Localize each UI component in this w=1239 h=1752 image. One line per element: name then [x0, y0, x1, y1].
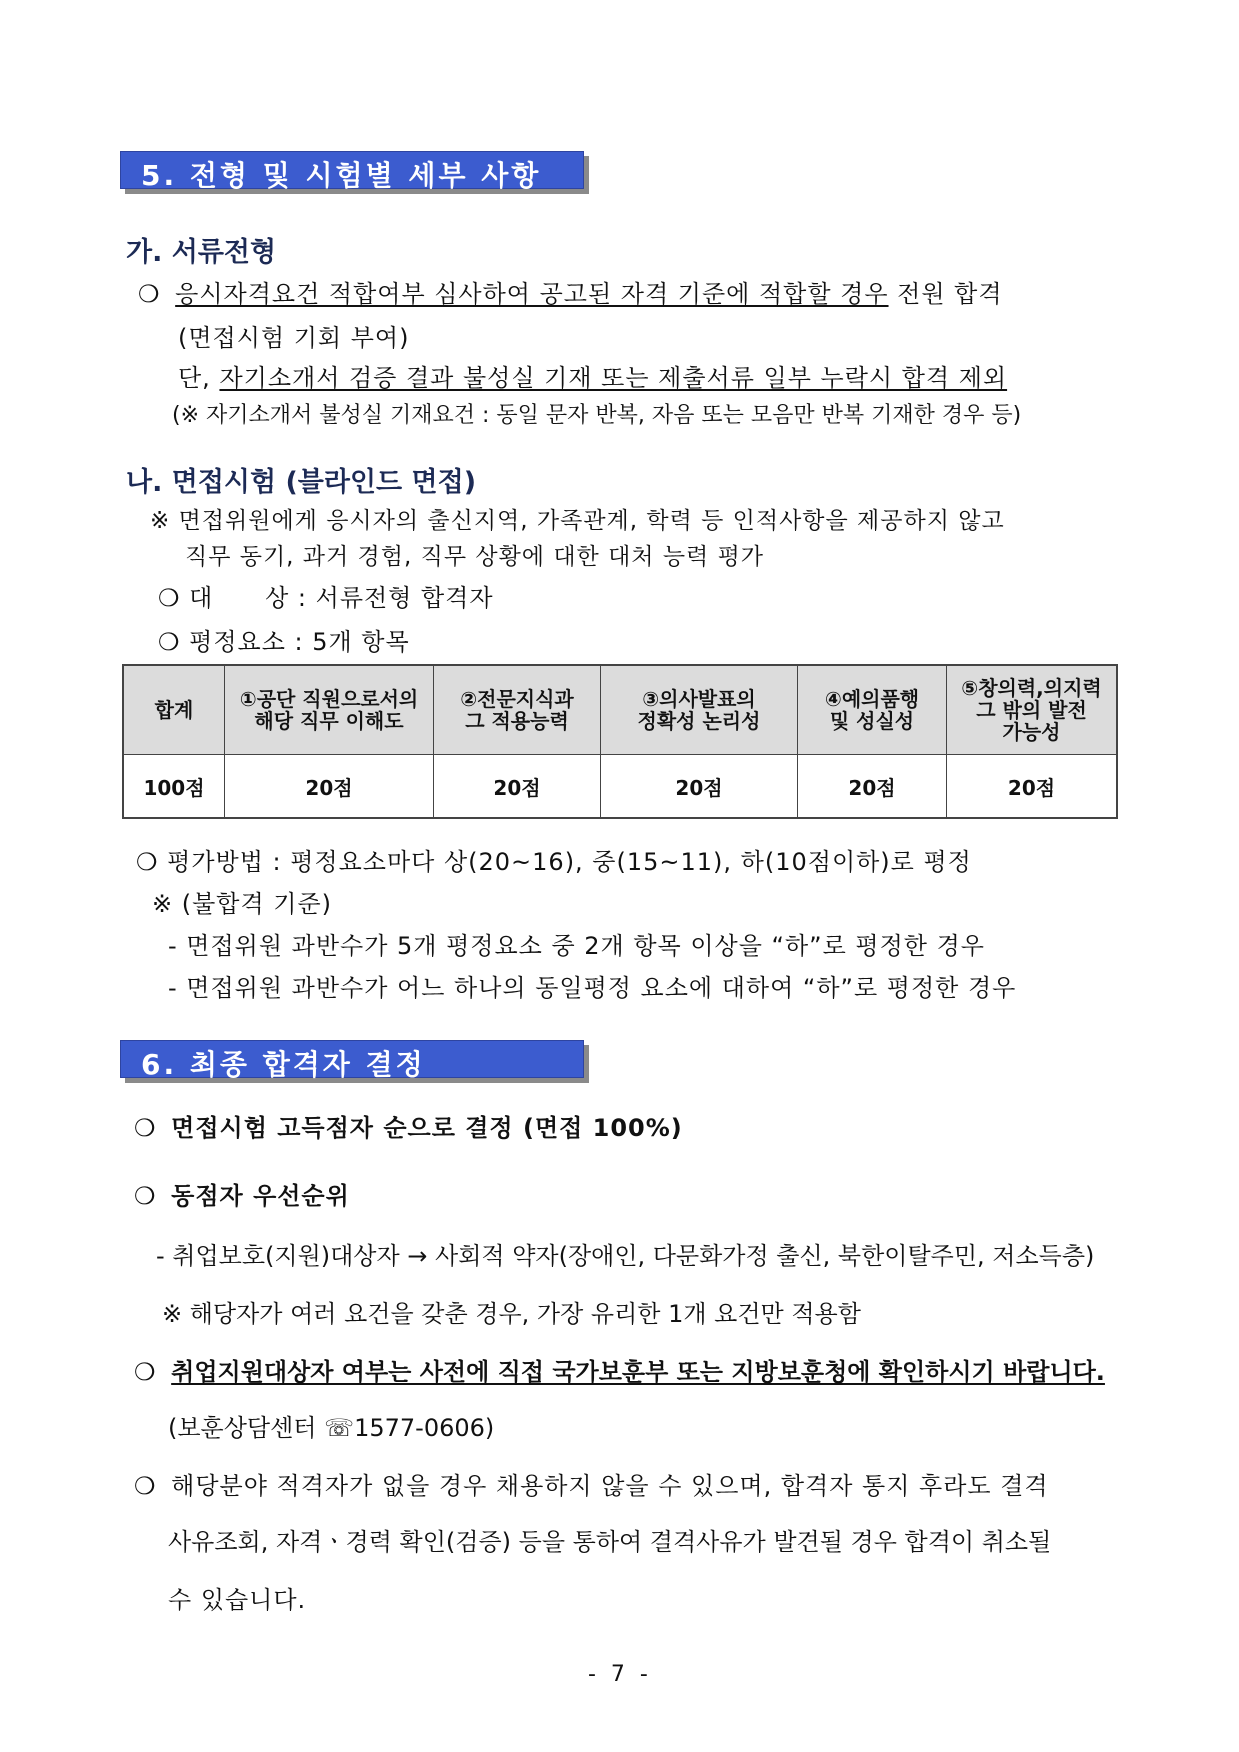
table-header-2: ②전문지식과 그 적용능력: [434, 665, 601, 755]
final-item3-text: 취업지원대상자 여부는 사전에 직접 국가보훈부 또는 지방보훈청에 확인하시기 바랍니다.: [171, 1358, 1105, 1386]
bullet-icon: ❍: [134, 1358, 157, 1386]
table-cell-4: 20점: [798, 755, 947, 819]
final-item3-sub: (보훈상담센터 ☏1577-0606): [168, 1414, 495, 1442]
table-cell-1: 20점: [225, 755, 434, 819]
final-item1: [134, 1108, 683, 1143]
table-cell-5: 20점: [947, 755, 1118, 819]
sub-a-line1: [138, 274, 1003, 309]
final-item2-dash: - 취업보호(지원)대상자 → 사회적 약자(장애인, 다문화가정 출신, 북한이탈주민, 저소득층): [156, 1242, 1095, 1270]
sub-b-note-line1: ※ 면접위원에게 응시자의 출신지역, 가족관계, 학력 등 인적사항을 제공하지 않고: [150, 508, 1005, 534]
page-number: - 7 -: [588, 1662, 652, 1687]
table-header-5: ⑤창의력,의지력 그 밖의 발전 가능성: [947, 665, 1118, 755]
sub-a-line4: (※ 자기소개서 불성실 기재요건 : 동일 문자 반복, 자음 또는 모음만 반복 기재한 경우 등): [172, 403, 1022, 428]
bullet-icon: ❍: [138, 280, 161, 308]
final-item4-line2: 사유조회, 자격ㆍ경력 확인(검증) 등을 통하여 결격사유가 발견될 경우 합격이 취소될: [168, 1528, 1052, 1556]
fail-criteria-title: ※ (불합격 기준): [152, 890, 333, 918]
table-cell-3: 20점: [601, 755, 798, 819]
bullet-icon: ❍: [134, 1472, 157, 1500]
section6-title-bar: [120, 1040, 584, 1081]
sub-a-title: 가. 서류전형: [126, 237, 277, 268]
final-item2-note: ※ 해당자가 여러 요건을 갖춘 경우, 가장 유리한 1개 요건만 적용함: [162, 1300, 861, 1328]
sub-b-title: 나. 면접시험 (블라인드 면접): [126, 467, 477, 498]
table-header-4: ④예의품행 및 성실성: [798, 665, 947, 755]
final-item2: [134, 1176, 350, 1211]
final-item4-line3: 수 있습니다.: [168, 1586, 307, 1614]
sub-a-line3-underlined: 자기소개서 검증 결과 불성실 기재 또는 제출서류 일부 누락시 합격 제외: [219, 364, 1008, 392]
table-cell-2: 20점: [434, 755, 601, 819]
sub-b-note-line2: 직무 동기, 과거 경험, 직무 상황에 대한 대처 능력 평가: [185, 544, 764, 570]
final-item3: [134, 1352, 1105, 1387]
table-header-1: ①공단 직원으로서의 해당 직무 이해도: [225, 665, 434, 755]
sub-a-line2: (면접시험 기회 부여): [178, 324, 410, 352]
table-header-total: 합계: [123, 665, 225, 755]
section6-title: 6. 최종 합격자 결정: [141, 1048, 426, 1081]
final-item4-line1: [134, 1466, 1049, 1501]
evaluation-table-header-row: [123, 665, 1117, 755]
table-header-3: ③의사발표의 정확성 논리성: [601, 665, 798, 755]
sub-b-elements: ❍ 평정요소 : 5개 항목: [158, 628, 410, 656]
section5-title-bar: [120, 151, 584, 192]
evaluation-table-value-row: [123, 755, 1117, 819]
fail-criteria-2: - 면접위원 과반수가 어느 하나의 동일평정 요소에 대하여 “하”로 평정한 경우: [168, 974, 1017, 1002]
sub-a-line1-rest: 전원 합격: [888, 280, 1003, 308]
evaluation-method: ❍ 평가방법 : 평정요소마다 상(20~16), 중(15~11), 하(10점이하)로 평정: [136, 848, 972, 876]
fail-criteria-1: - 면접위원 과반수가 5개 평정요소 중 2개 항목 이상을 “하”로 평정한 경우: [168, 932, 985, 960]
final-item1-text: 면접시험 고득점자 순으로 결정 (면접 100%): [171, 1114, 683, 1142]
sub-b-target: ❍ 대 상 : 서류전형 합격자: [158, 584, 494, 612]
sub-a-line3: [178, 358, 1007, 393]
table-cell-total: 100점: [123, 755, 225, 819]
sub-a-line1-underlined: 응시자격요건 적합여부 심사하여 공고된 자격 기준에 적합할 경우: [175, 280, 889, 308]
final-item2-text: 동점자 우선순위: [171, 1182, 350, 1210]
final-item4-line1-text: 해당분야 적격자가 없을 경우 채용하지 않을 수 있으며, 합격자 통지 후라도 결격: [171, 1472, 1049, 1500]
section5-title: 5. 전형 및 시험별 세부 사항: [141, 159, 542, 192]
bullet-icon: ❍: [134, 1182, 157, 1210]
sub-a-line3-prefix: 단,: [178, 364, 220, 392]
bullet-icon: ❍: [134, 1114, 157, 1142]
evaluation-table: [122, 664, 1118, 819]
